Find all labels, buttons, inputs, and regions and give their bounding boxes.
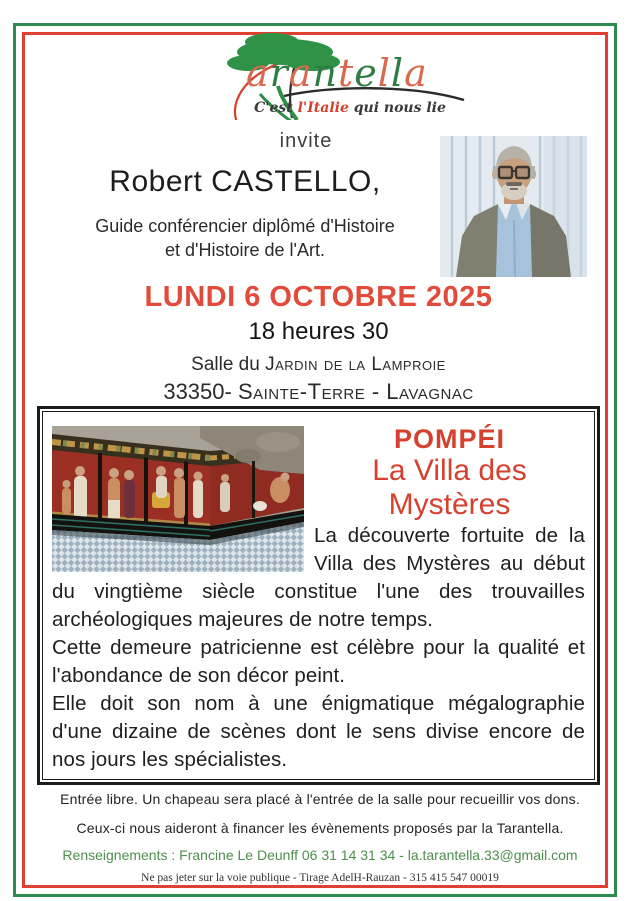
- venue-name: Jardin de la Lamproie: [265, 354, 446, 375]
- speaker-block: [40, 165, 450, 262]
- event-address: [0, 379, 637, 405]
- event-date: LUNDI 6 OCTOBRE 2025: [144, 281, 493, 313]
- pompei-title: POMPÉI: [393, 424, 506, 454]
- event-venue: [0, 354, 637, 376]
- brand-wordmark: arantella: [246, 51, 428, 95]
- speaker-name: Robert CASTELLO,: [109, 165, 381, 198]
- pompei-paragraph-2: Cette demeure patricienne est célèbre pour la qualité et l'abondance de son décor peint.: [52, 636, 585, 687]
- speaker-role: [40, 214, 450, 262]
- event-details: [0, 281, 637, 405]
- villa-mysteres-photo: [52, 426, 304, 572]
- contact-line: Renseignements : Francine Le Deunff 06 31 14 31 34 - la.tarantella.33@gmail.com: [62, 847, 578, 863]
- venue-prefix: Salle du: [191, 354, 266, 375]
- speaker-role-line2: et d'Histoire de l'Art.: [165, 240, 325, 260]
- tarantella-logo: [0, 0, 637, 150]
- legal-line: Ne pas jeter sur la voie publique - Tirage AdelH-Rauzan - 315 415 547 00019: [141, 872, 499, 884]
- pompei-box: [37, 406, 600, 785]
- event-time: 18 heures 30: [248, 318, 389, 345]
- address-city: Sainte-Terre - Lavagnac: [237, 379, 474, 404]
- speaker-photo: [440, 136, 587, 277]
- pompei-box-inner: [42, 411, 595, 780]
- invite-text: invite: [279, 130, 333, 152]
- entry-free-line: Entrée libre. Un chapeau sera placé à l'entrée de la salle pour recueillir vos dons.: [60, 791, 580, 807]
- pompei-paragraph-3: Elle doit son nom à une énigmatique mégalographie d'une dizaine de scènes dont le sens divise encore de nos jours les spécialistes.: [52, 692, 585, 771]
- donation-line: Ceux-ci nous aideront à financer les évènements proposés par la Tarantella.: [76, 820, 564, 836]
- pompei-paragraph-1: La découverte fortuite de la Villa des Mystères au début du vingtième siècle constitue l'une des trouvailles archéologiques majeures de notre temps.: [52, 524, 585, 631]
- brand-tagline: C'est l'Italie qui nous lie: [254, 100, 446, 116]
- speaker-role-line1: Guide conférencier diplômé d'Histoire: [95, 216, 395, 236]
- pompei-subtitle: La Villa des Mystères: [372, 454, 527, 521]
- address-zip: 33350-: [163, 379, 238, 404]
